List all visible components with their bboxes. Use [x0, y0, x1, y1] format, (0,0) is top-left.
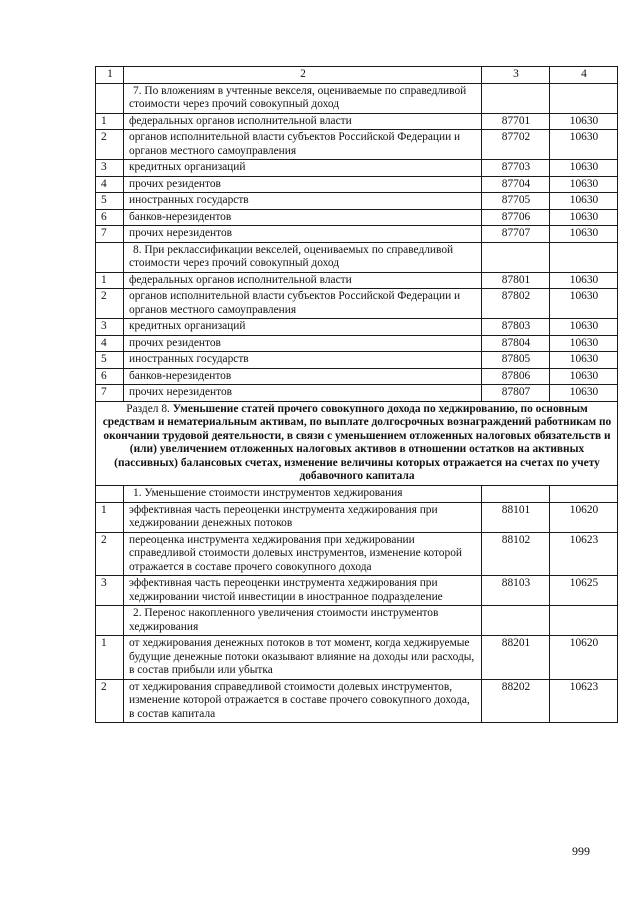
row-number: 6: [96, 209, 124, 226]
row-number: 2: [96, 130, 124, 160]
table-row: [96, 176, 618, 193]
header-row: [96, 67, 618, 84]
table-row: [96, 636, 618, 680]
row-account: 10630: [550, 335, 618, 352]
section-8-group-2-title: 2. Перенос накопленного увеличения стоимости инструментов хеджирования: [124, 606, 482, 636]
row-code: 87701: [482, 113, 550, 130]
group-8-title: 8. При реклассификации векселей, оцениваемых по справедливой стоимости через прочий совокупный доход: [124, 242, 482, 272]
row-account: 10625: [550, 576, 618, 606]
page-number: 999: [572, 844, 590, 858]
table-row: [96, 272, 618, 289]
table-row: [96, 193, 618, 210]
group-7-title-row: [96, 83, 618, 113]
header-col-4: 4: [550, 67, 618, 84]
row-account: 10630: [550, 385, 618, 402]
table-row: [96, 368, 618, 385]
row-number: 2: [96, 532, 124, 576]
row-description: органов исполнительной власти субъектов Российской Федерации и органов местного самоуправления: [124, 289, 482, 319]
row-description: органов исполнительной власти субъектов Российской Федерации и органов местного самоуправления: [124, 130, 482, 160]
row-number: 1: [96, 113, 124, 130]
row-code: 87802: [482, 289, 550, 319]
row-number: 1: [96, 502, 124, 532]
table-row: [96, 209, 618, 226]
row-description: от хеджирования справедливой стоимости долевых инструментов, изменение которой отражается в составе прочего совокупного дохода, в состав капитала: [124, 679, 482, 723]
row-account: 10630: [550, 319, 618, 336]
row-description: кредитных организаций: [124, 319, 482, 336]
row-code: 88101: [482, 502, 550, 532]
row-account: 10620: [550, 502, 618, 532]
row-number: 3: [96, 576, 124, 606]
row-code: 87706: [482, 209, 550, 226]
row-account: 10620: [550, 636, 618, 680]
row-number: 6: [96, 368, 124, 385]
section-8-group-2-title-row: [96, 606, 618, 636]
table-row: [96, 352, 618, 369]
table-row: [96, 335, 618, 352]
group-8-title-row: [96, 242, 618, 272]
table-row: [96, 130, 618, 160]
table-row: [96, 113, 618, 130]
row-description: иностранных государств: [124, 352, 482, 369]
row-number: 3: [96, 319, 124, 336]
row-description: от хеджирования денежных потоков в тот момент, когда хеджируемые будущие денежные потоки оказывают влияние на доходы или расходы, в состав прибыли или убытка: [124, 636, 482, 680]
section-8-lead: Раздел 8.: [126, 402, 170, 415]
table-row: [96, 160, 618, 177]
table-row: [96, 385, 618, 402]
section-8-title: Уменьшение статей прочего совокупного дохода по хеджированию, по основным средствам и нематериальным активам, по выплате долгосрочных вознаграждений работникам по окончании трудовой деятельности, в связи с уменьшением отложенных налоговых обязательств и (или) увеличением отложенных налоговых активов в отношении остатков на активных (пассивных) балансовых счетах, изменение величины которых отражается на счетах по учету добавочного капитала: [102, 402, 612, 483]
row-code: 87806: [482, 368, 550, 385]
header-col-3: 3: [482, 67, 550, 84]
section-8-heading-row: [96, 401, 618, 486]
row-code: 87803: [482, 319, 550, 336]
row-code: 87807: [482, 385, 550, 402]
row-number: 3: [96, 160, 124, 177]
accounts-table: [95, 66, 618, 723]
row-description: прочих нерезидентов: [124, 226, 482, 243]
row-number: 4: [96, 335, 124, 352]
row-account: 10630: [550, 209, 618, 226]
section-8-group-1-title: 1. Уменьшение стоимости инструментов хеджирования: [124, 486, 482, 503]
row-number: 5: [96, 193, 124, 210]
row-code: 87804: [482, 335, 550, 352]
row-account: 10630: [550, 368, 618, 385]
table-row: [96, 319, 618, 336]
row-account: 10623: [550, 679, 618, 723]
row-code: 87801: [482, 272, 550, 289]
header-col-2: 2: [124, 67, 482, 84]
row-code: 88201: [482, 636, 550, 680]
table-row: [96, 576, 618, 606]
table-row: [96, 679, 618, 723]
group-7-title: 7. По вложениям в учтенные векселя, оцениваемые по справедливой стоимости через прочий совокупный доход: [124, 83, 482, 113]
row-description: эффективная часть переоценки инструмента хеджирования при хеджировании денежных потоков: [124, 502, 482, 532]
table-row: [96, 532, 618, 576]
row-account: 10630: [550, 272, 618, 289]
table-row: [96, 226, 618, 243]
row-number: 7: [96, 385, 124, 402]
row-description: прочих нерезидентов: [124, 385, 482, 402]
row-code: 87707: [482, 226, 550, 243]
row-description: банков-нерезидентов: [124, 209, 482, 226]
row-description: эффективная часть переоценки инструмента хеджирования при хеджировании чистой инвестиции в иностранное подразделение: [124, 576, 482, 606]
row-code: 88102: [482, 532, 550, 576]
row-account: 10630: [550, 226, 618, 243]
row-code: 87703: [482, 160, 550, 177]
accounts-table-body: [96, 67, 618, 723]
row-code: 88202: [482, 679, 550, 723]
table-row: [96, 502, 618, 532]
row-account: 10630: [550, 130, 618, 160]
row-description: кредитных организаций: [124, 160, 482, 177]
row-account: 10630: [550, 193, 618, 210]
row-number: 1: [96, 272, 124, 289]
row-account: 10630: [550, 160, 618, 177]
row-description: федеральных органов исполнительной власти: [124, 272, 482, 289]
row-description: прочих резидентов: [124, 335, 482, 352]
header-col-1: 1: [96, 67, 124, 84]
row-number: 1: [96, 636, 124, 680]
row-description: федеральных органов исполнительной власти: [124, 113, 482, 130]
row-description: иностранных государств: [124, 193, 482, 210]
section-8-group-1-title-row: [96, 486, 618, 503]
row-number: 2: [96, 289, 124, 319]
row-account: 10630: [550, 352, 618, 369]
row-description: прочих резидентов: [124, 176, 482, 193]
row-code: 87704: [482, 176, 550, 193]
row-account: 10630: [550, 113, 618, 130]
row-code: 87702: [482, 130, 550, 160]
row-account: 10630: [550, 289, 618, 319]
row-account: 10623: [550, 532, 618, 576]
table-row: [96, 289, 618, 319]
row-number: 5: [96, 352, 124, 369]
section-8-heading: [96, 401, 618, 486]
row-description: банков-нерезидентов: [124, 368, 482, 385]
row-account: 10630: [550, 176, 618, 193]
row-number: 2: [96, 679, 124, 723]
row-number: 4: [96, 176, 124, 193]
row-number: 7: [96, 226, 124, 243]
row-code: 88103: [482, 576, 550, 606]
row-description: переоценка инструмента хеджирования при хеджировании справедливой стоимости долевых инструментов, изменение которой отражается в составе прочего совокупного дохода: [124, 532, 482, 576]
row-code: 87705: [482, 193, 550, 210]
row-code: 87805: [482, 352, 550, 369]
